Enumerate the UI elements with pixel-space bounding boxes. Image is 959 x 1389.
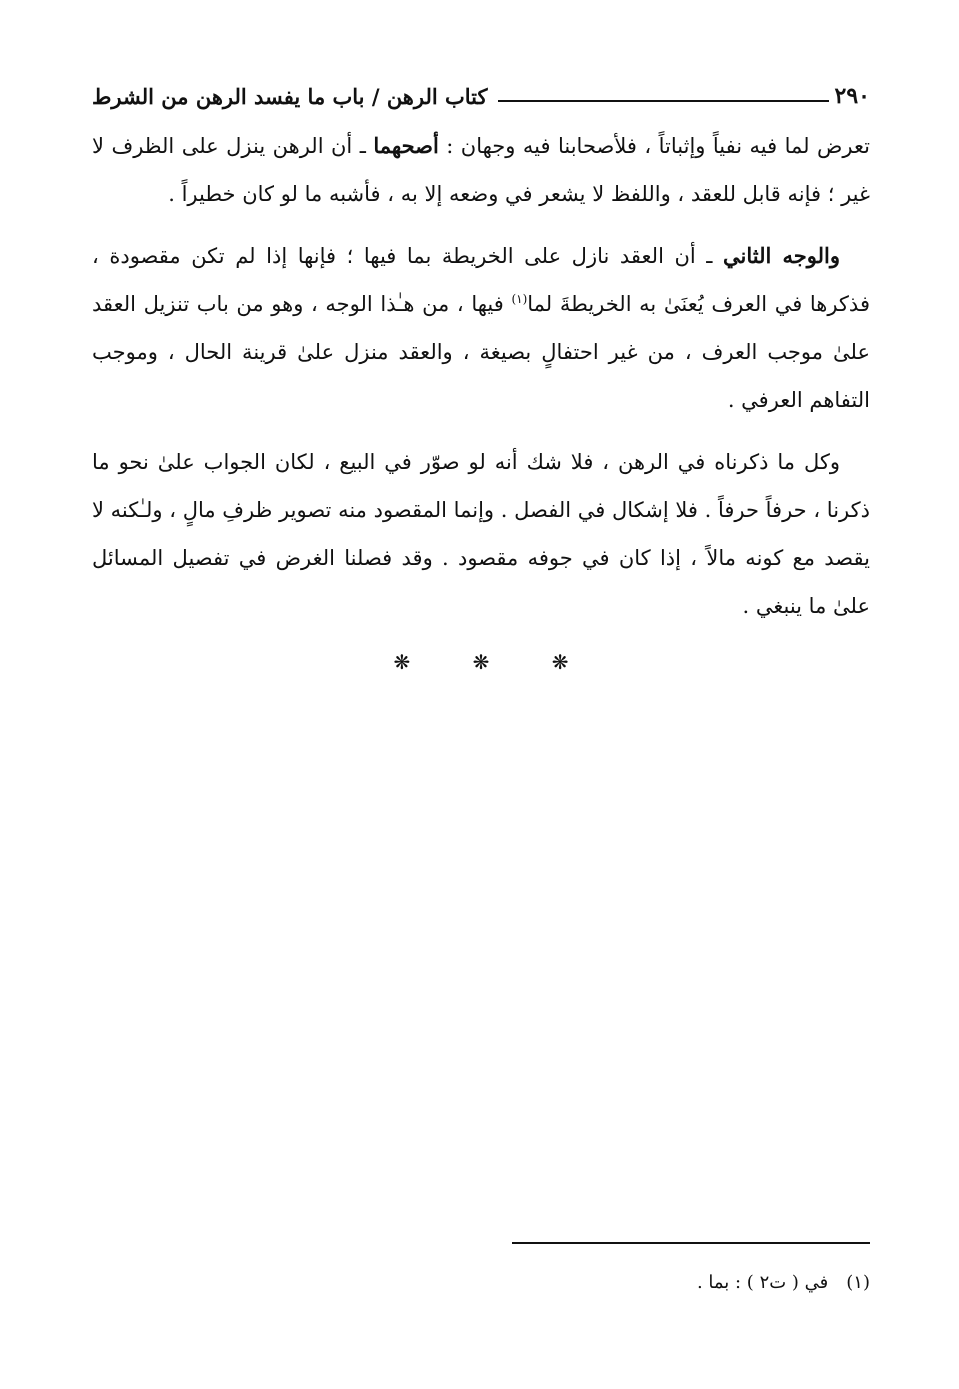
text-run: ـ أن الرهن ينزل على الظرف لا غير ؛ فإنه قابل للعقد ، واللفظ لا يشعر في وضعه إلا به ، فأشبه ما لو كان خطيراً . [92,134,870,206]
header-rule [498,100,829,102]
bold-term: أصحهما [373,133,439,158]
text-run: ـ أن العقد نازل على الخريطة بما فيها ؛ فإنها إذا لم تكن مقصودة ، فذكرها في العرف يُعنَىٰ به الخريطةَ لما [92,244,870,316]
bold-term: والوجه الثاني [723,243,840,268]
footnote-number: (١) [846,1272,870,1293]
footnote-rule [512,1242,870,1244]
text-run: تعرض لما فيه نفياً وإثباتاً ، فلأصحابنا فيه وجهان : [438,134,870,158]
paragraph-2 [92,232,870,424]
body-text [92,122,870,644]
section-separator [92,650,870,674]
footnote-reference: (١) [511,292,528,306]
running-title: كتاب الرهن / باب ما يفسد الرهن من الشرط [92,83,488,109]
footnotes [270,1266,870,1300]
running-header [92,76,870,116]
text-run: وكل ما ذكرناه في الرهن ، فلا شك أنه لو صوّر في البيع ، لكان الجواب علىٰ نحو ما ذكرنا ، حرفاً حرفاً . فلا إشكال في الفصل . وإنما المقصود منه تصوير ظرفِ مالٍ ، ولـٰكنه لا يقصد مع كونه مالاً ، إذا كان في جوفه مقصود . وقد فصلنا الغرض في تفصيل المسائل علىٰ ما ينبغي . [92,450,870,618]
text-run: فيها ، من هـٰذا الوجه ، وهو من باب تنزيل العقد علىٰ موجب العرف ، من غير احتفالٍ بصيغة ، والعقد منزل علىٰ قرينة الحال ، وموجب التفاهم العرفي . [92,292,870,412]
paragraph-1 [92,122,870,218]
separator-ornament: ❋ [472,650,490,674]
footnote [270,1266,870,1300]
footnote-text: في ( ت٢ ) : بما . [696,1272,829,1293]
page-number: ٢٩٠ [834,83,870,109]
paragraph-3 [92,438,870,630]
separator-ornament: ❋ [551,650,569,674]
separator-ornament: ❋ [393,650,411,674]
